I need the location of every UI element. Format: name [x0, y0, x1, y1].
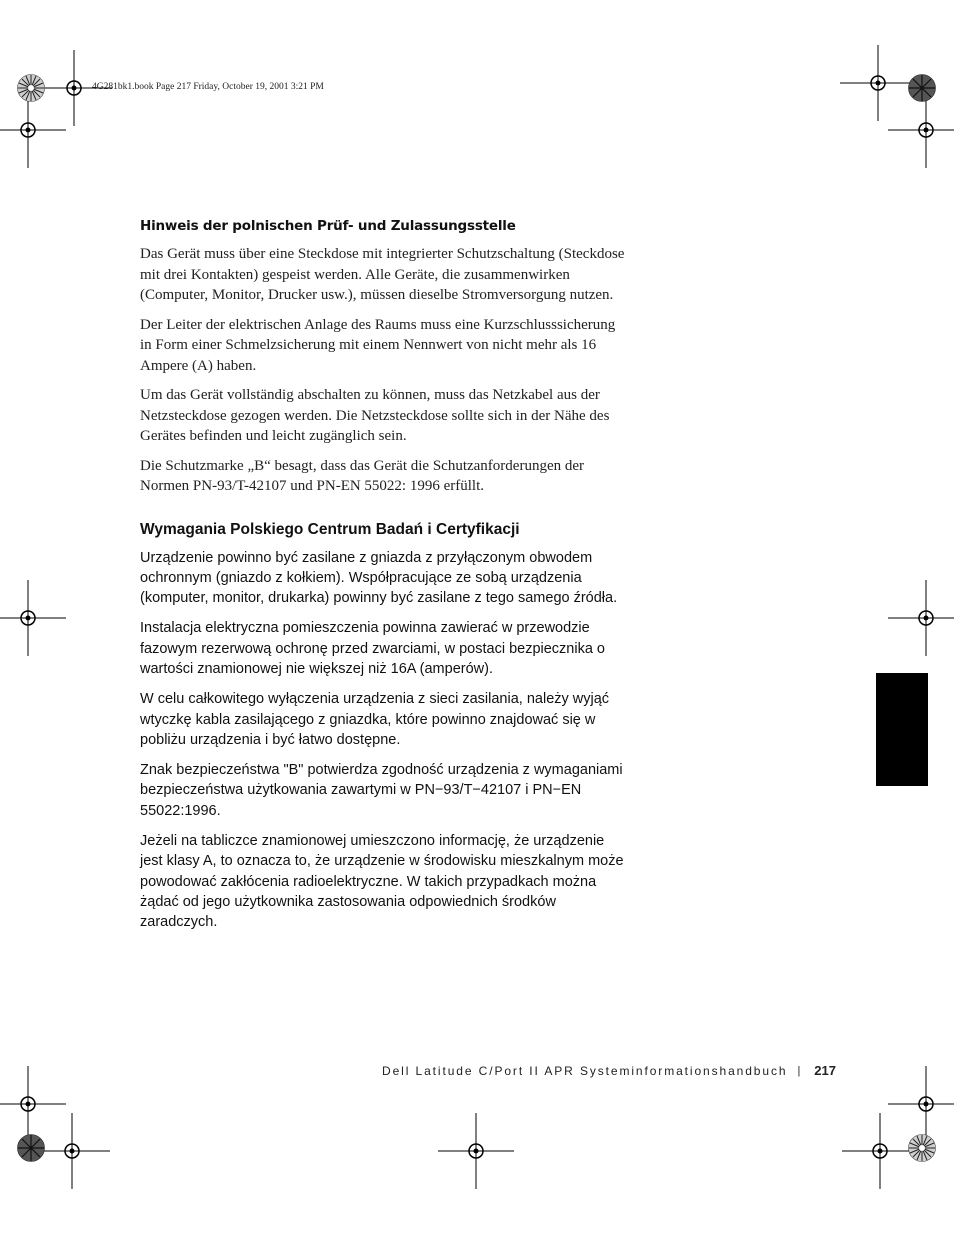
page-content [140, 218, 628, 943]
color-rosette-icon [908, 1134, 936, 1162]
registration-mark-icon [34, 1113, 110, 1189]
registration-mark-icon [0, 580, 66, 656]
paragraph-german: Die Schutzmarke „B“ besagt, dass das Gerät die Schutzanforderungen der Normen PN-93/T-42107 und PN-EN 55022: 1996 erfüllt. [140, 457, 585, 494]
section-title-polish: Wymagania Polskiego Centrum Badań i Certyfikacji [140, 520, 520, 538]
footer-separator: | [797, 1064, 801, 1077]
registration-mark-icon [842, 1113, 918, 1189]
paragraph-german: Der Leiter der elektrischen Anlage des Raums muss eine Kurzschlusssicherung in Form einer Schmelzsicherung mit einem Nennwert von nicht mehr als 16 Ampere (A) haben. [140, 316, 616, 374]
paragraph-german: Um das Gerät vollständig abschalten zu können, muss das Netzkabel aus der Netzsteckdose gezogen werden. Die Netzsteckdose sollte sich in der Nähe des Gerätes befinden und leicht zugänglich sein. [140, 387, 610, 444]
section-title-german: Hinweis der polnischen Prüf- und Zulassungsstelle [140, 218, 516, 234]
print-file-info: 4G281bk1.book Page 217 Friday, October 19, 2001 3:21 PM [92, 82, 324, 92]
color-rosette-icon [908, 74, 936, 102]
registration-mark-icon [888, 580, 954, 656]
footer-book-title: Dell Latitude C/Port II APR Systeminformationshandbuch [382, 1063, 788, 1078]
paragraph-polish: Znak bezpieczeństwa "B" potwierdza zgodność urządzenia z wymaganiami bezpieczeństwa użytkowania zawartymi w PN−93/T−42107 i PN−EN 55022:1996. [140, 762, 623, 819]
paragraph-polish: Instalacja elektryczna pomieszczenia powinna zawierać w przewodzie fazowym rezerwową ochronę przed zwarciami, w postaci bezpiecznika o wartości znamionowej nie większej niż 16A (amperów). [140, 620, 605, 677]
color-rosette-icon [17, 1134, 45, 1162]
paragraph-polish: W celu całkowitego wyłączenia urządzenia z sieci zasilania, należy wyjąć wtyczkę kabla zasilającego z gniazdka, które powinno znajdować się w pobliżu urządzenia i być łatwo dostępne. [140, 691, 610, 748]
paragraph-german: Das Gerät muss über eine Steckdose mit integrierter Schutzschaltung (Steckdose mit drei Kontakten) gespeist werden. Alle Geräte, die zusammenwirken (Computer, Monitor, Drucker usw.), müssen dieselbe Stromversorgung nutzen. [140, 246, 625, 303]
registration-mark-icon [0, 92, 66, 168]
paragraph-polish: Urządzenie powinno być zasilane z gniazda z przyłączonym obwodem ochronnym (gniazdo z kołkiem). Współpracujące ze sobą urządzenia (komputer, monitor, drukarka) powinny być zasilane z tego samego źródła. [140, 549, 618, 607]
section-thumb-tab [876, 673, 928, 786]
paragraph-polish: Jeżeli na tabliczce znamionowej umieszczono informację, że urządzenie jest klasy A, to oznacza to, że urządzenie w środowisku mieszkalnym może powodować zakłócenia radioelektryczne. W takich przypadkach można żądać od jego użytkownika zastosowania odpowiednich środków zaradczych. [140, 833, 624, 931]
color-rosette-icon [17, 74, 45, 102]
registration-mark-icon [888, 92, 954, 168]
page-number: 217 [814, 1063, 836, 1078]
registration-mark-icon [438, 1113, 514, 1189]
page-footer [382, 1063, 836, 1078]
